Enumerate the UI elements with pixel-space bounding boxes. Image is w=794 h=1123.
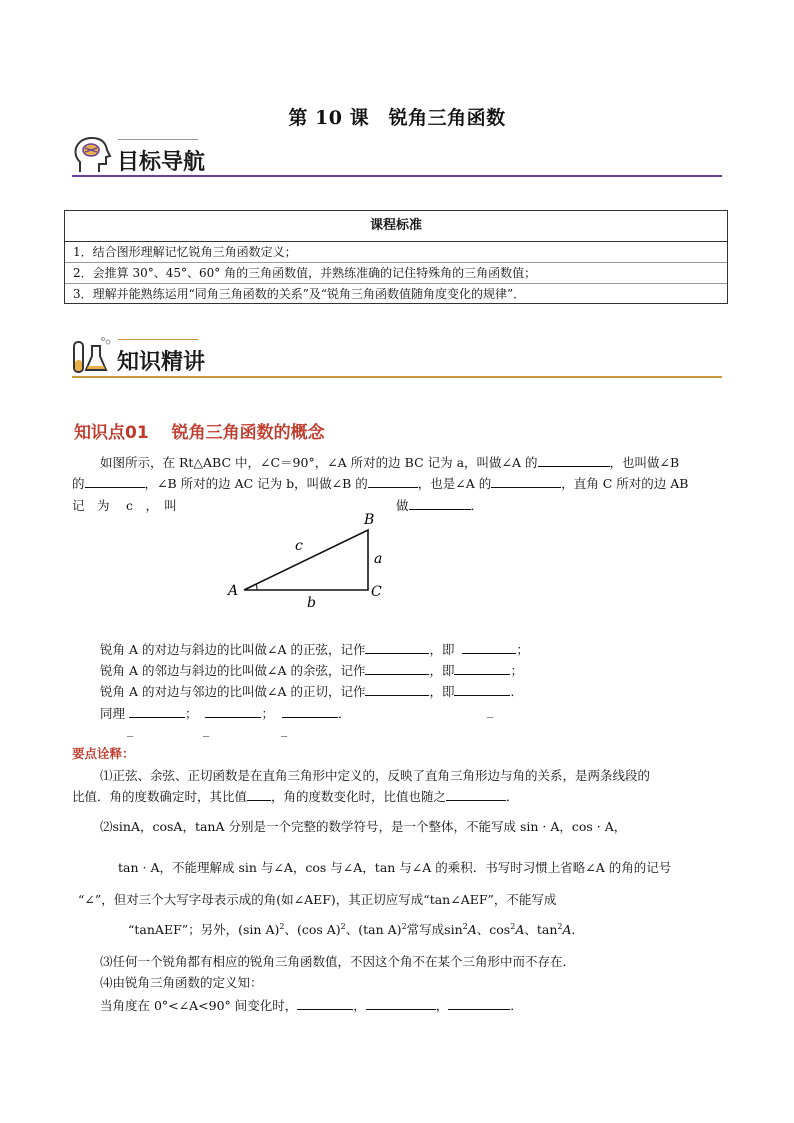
section-accent-line <box>118 139 198 140</box>
note-math: tan <box>536 922 558 937</box>
head-brain-icon <box>72 136 112 174</box>
blank <box>366 997 436 1010</box>
stray-dash: _ <box>203 722 210 737</box>
note-math: cos <box>489 922 511 937</box>
note-text: 常写成 <box>406 922 445 937</box>
blank <box>368 475 418 488</box>
note-math: A <box>515 922 525 937</box>
note-math: sin <box>444 922 463 937</box>
intro-text: ． <box>470 498 484 513</box>
knowledge-point-title: 知识点01 锐角三角函数的概念 <box>74 423 325 443</box>
blank <box>282 705 338 718</box>
blank <box>454 683 510 696</box>
stray-dash: _ <box>127 722 134 737</box>
section-title-goals: 目标导航 <box>117 150 206 175</box>
def-text: ，即 <box>429 663 455 678</box>
note-math: A <box>467 922 477 937</box>
blank <box>454 662 510 675</box>
intro-text: 如图所示，在 Rt△ABC 中，∠C＝90°，∠A 所对的边 BC 记为 a，叫做∠A 的 <box>100 455 538 470</box>
blank <box>446 788 506 801</box>
note-text: 当角度在 0°<∠A<90° 间变化时， <box>100 998 298 1013</box>
def-text: ； <box>185 706 198 721</box>
intro-text: 的 <box>72 476 85 491</box>
blank <box>129 705 185 718</box>
def-text: 锐角 A 的对边与斜边的比叫做∠A 的正弦，记作 <box>100 642 366 657</box>
section-title-knowledge: 知识精讲 <box>117 350 206 375</box>
note-text: ， <box>435 998 449 1013</box>
right-triangle-figure <box>222 508 402 612</box>
intro-line-2 <box>72 474 688 492</box>
def-text: ． <box>510 684 523 699</box>
note-1-line-1: ⑴正弦、余弦、正切函数是在直角三角形中定义的，反映了直角三角形边与角的关系，是两条线段的 <box>100 768 651 783</box>
def-text: ； <box>261 706 274 721</box>
note-math: sin · A，cos · A， <box>519 819 627 834</box>
def-text: ，即 <box>429 642 455 657</box>
note-text: ． <box>510 998 523 1013</box>
def-text: ，即 <box>429 684 455 699</box>
vertex-c-label: C <box>371 584 382 600</box>
page-title: 第 10 课 锐角三角函数 <box>288 107 506 129</box>
standards-item: 2．会推算 30°、45°、60° 角的三角函数值，并熟练准确的记住特殊角的三角函数值； <box>65 263 727 284</box>
note-5 <box>100 996 523 1014</box>
def-similarly <box>100 704 350 722</box>
note-text: ⑵sinA，cosA，tanA 分别是一个完整的数学符号，是一个整体，不能写成 <box>100 819 516 834</box>
section-divider <box>72 175 722 177</box>
note-text: ，角的度数变化时，比值也随之 <box>271 789 447 804</box>
note-text: ． <box>571 922 585 937</box>
notes-heading: 要点诠释： <box>72 746 135 761</box>
stray-dash: _ <box>487 703 494 718</box>
note-math: A <box>562 922 572 937</box>
blank <box>538 454 610 467</box>
superscript: 2 <box>401 921 407 931</box>
def-text: ； <box>516 642 529 657</box>
intro-text: 做 <box>396 498 409 513</box>
side-a-label: a <box>374 551 383 567</box>
note-math: (cos A) <box>296 922 341 937</box>
section-accent-line <box>118 339 198 340</box>
blank <box>409 497 471 510</box>
intro-line-3 <box>72 496 177 514</box>
blank <box>247 788 271 801</box>
note-text: 、 <box>345 922 359 937</box>
side-b-label: b <box>307 595 316 611</box>
intro-line-3b <box>396 496 483 514</box>
triangle-shape <box>244 530 368 590</box>
def-sine <box>100 640 529 658</box>
section-divider <box>72 376 722 378</box>
standards-item: 1．结合图形理解记忆锐角三角函数定义； <box>65 242 727 263</box>
note-math: (tan A) <box>358 922 402 937</box>
def-text: ． <box>337 706 351 721</box>
vertex-b-label: B <box>364 512 375 528</box>
note-2-line-2: tan · A，不能理解成 sin 与∠A，cos 与∠A，tan 与∠A 的乘积．书写时习惯上省略∠A 的角的记号 <box>118 860 672 875</box>
note-2-line-4 <box>128 920 584 938</box>
angle-arc <box>256 584 257 590</box>
note-text: 、 <box>476 922 490 937</box>
blank <box>365 683 429 696</box>
def-cosine <box>100 661 523 679</box>
def-text: 锐角 A 的对边与邻边的比叫做∠A 的正切，记作 <box>100 684 366 699</box>
blank <box>365 641 429 654</box>
def-tangent <box>100 682 523 700</box>
superscript: 2 <box>340 921 346 931</box>
note-text: 比值．角的度数确定时，其比值 <box>72 789 248 804</box>
note-3: ⑶任何一个锐角都有相应的锐角三角函数值，不因这个角不在某个三角形中而不存在． <box>100 954 576 969</box>
blank <box>205 705 261 718</box>
note-4: ⑷由锐角三角函数的定义知： <box>100 975 263 990</box>
blank <box>365 662 429 675</box>
blank <box>491 475 561 488</box>
superscript: 2 <box>279 921 285 931</box>
blank <box>85 475 145 488</box>
intro-text: ，也叫做∠B <box>609 455 680 470</box>
note-text: 、 <box>524 922 537 937</box>
stray-dash: _ <box>281 722 288 737</box>
intro-text: ，∠B 所对的边 AC 记为 b，叫做∠B 的 <box>144 476 368 491</box>
blank <box>448 997 510 1010</box>
note-text: ， <box>353 998 366 1013</box>
flask-icon <box>70 336 114 376</box>
note-text: “tanAEF”；另外， <box>128 922 239 937</box>
intro-text: ，直角 C 所对的边 AB <box>561 476 689 491</box>
def-text: ； <box>510 663 523 678</box>
note-text: ． <box>506 789 519 804</box>
vertex-a-label: A <box>228 583 239 599</box>
superscript: 2 <box>557 921 563 931</box>
blank <box>297 997 353 1010</box>
intro-line-1 <box>100 453 679 471</box>
side-c-label: c <box>295 538 303 554</box>
superscript: 2 <box>510 921 516 931</box>
note-text: 、 <box>284 922 297 937</box>
def-text: 同理 <box>100 706 126 721</box>
blank <box>462 641 516 654</box>
standards-header: 课程标准 <box>65 211 727 242</box>
intro-text: ，也是∠A 的 <box>417 476 492 491</box>
intro-text: 记 为 c ， 叫 <box>72 498 177 513</box>
note-2-line-1 <box>100 817 626 835</box>
note-1-line-2 <box>72 787 519 805</box>
def-text: 锐角 A 的邻边与斜边的比叫做∠A 的余弦，记作 <box>100 663 366 678</box>
standards-item: 3．理解并能熟练运用“同角三角函数的关系”及“锐角三角函数值随角度变化的规律”． <box>73 287 526 301</box>
note-2-line-3: “∠”，但对三个大写字母表示成的角(如∠AEF)，其正切应写成“tan∠AEF”，不能写成 <box>78 892 557 907</box>
superscript: 2 <box>462 921 468 931</box>
note-math: (sin A) <box>238 922 280 937</box>
standards-table <box>64 210 728 304</box>
